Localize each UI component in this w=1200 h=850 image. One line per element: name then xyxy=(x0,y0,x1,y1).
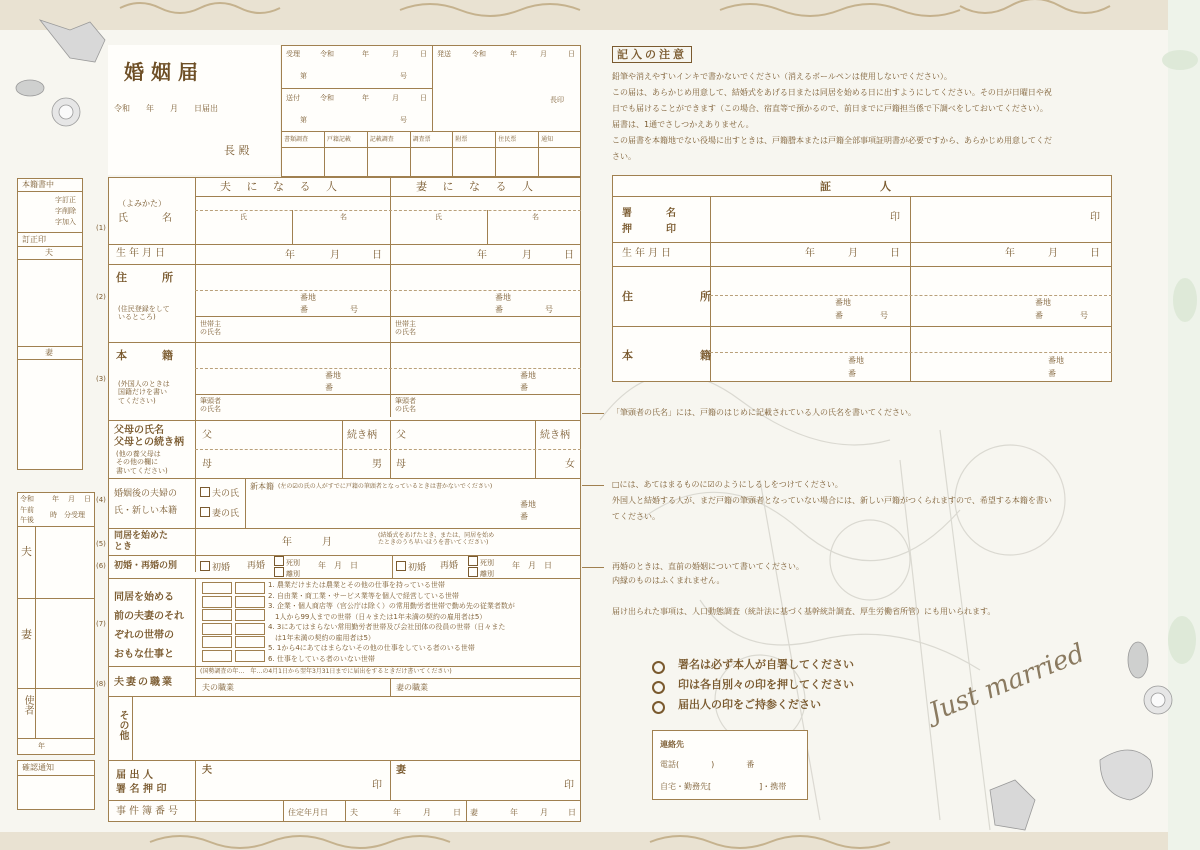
soufu-nen: 年 xyxy=(362,94,369,102)
note-line-2: 日でも届けることができます（この場合、宿直等で預かるので、前日までに戸籍担当係で下調べをしておいてください）。 xyxy=(612,104,1048,113)
tsuma-shokon-option[interactable]: 初婚 xyxy=(396,561,426,574)
tsuma-jo: 女 xyxy=(565,459,575,470)
reminder-bullet-icon xyxy=(652,661,665,674)
tsuma-honseki-banchi: 番地 xyxy=(520,371,536,380)
witness1-juusho-ban: 番 xyxy=(835,311,843,320)
juri-label: 受理 xyxy=(286,50,300,58)
witness-shomei-label: 署 名 押 印 xyxy=(622,208,688,235)
tsuma-shokugyou-label: 妻の職業 xyxy=(396,683,428,692)
soufu-hi: 日 xyxy=(420,94,427,102)
n1-label: (1) xyxy=(96,224,106,232)
juutei-tsuma-tsuki: 月 xyxy=(540,808,548,817)
reminder-bullet-icon xyxy=(652,701,665,714)
tsuma-shigoto-checkbox-6[interactable] xyxy=(235,650,265,662)
juri-hi: 日 xyxy=(420,50,427,58)
tsuma-no-shi-option[interactable]: 妻の氏 xyxy=(200,507,239,520)
witness1-nen: 年 xyxy=(805,248,815,259)
office-use-strip-bottom xyxy=(17,492,95,755)
juutei-label: 住定年月日 xyxy=(288,808,328,817)
honseki-note: (外国人のときは 国籍だけを書い てください) xyxy=(118,380,170,405)
yomikata-label: （よみかた） xyxy=(118,199,166,208)
juutei-otto-tsuki: 月 xyxy=(423,808,431,817)
reception-col-2: 記載調査 xyxy=(369,136,394,143)
otto-saikon-label: 再婚 xyxy=(247,561,266,571)
otto-shigoto-checkbox-5[interactable] xyxy=(202,636,232,648)
todokede-tsuma-in: 印 xyxy=(564,780,574,791)
witness2-nen: 年 xyxy=(1005,248,1015,259)
tsuma-birth-nen: 年 xyxy=(477,250,487,261)
tsuma-rikon-option[interactable]: 離別 xyxy=(468,567,494,578)
witness-honseki-label: 本 籍 xyxy=(622,349,739,362)
tsuma-hittousha: 筆頭者 の氏名 xyxy=(395,397,416,414)
reminder-text-1: 印は各自別々の印を押してください xyxy=(678,678,854,691)
tsuma-shibetsu-option[interactable]: 死別 xyxy=(468,556,494,567)
juri-tsuki: 月 xyxy=(392,50,399,58)
witness2-juusho-ban: 番 xyxy=(1035,311,1043,320)
otto-juusho-ban: 番 xyxy=(300,305,308,314)
shigoto-option-4: 4. 3にあてはまらない常用勤労者世帯及び会社団体の役員の世帯（日々また xyxy=(268,623,506,631)
ji-saku-label: 字削除 xyxy=(55,207,76,215)
hassou-hi: 日 xyxy=(568,50,575,58)
tsuma-setainushi: 世帯主 の氏名 xyxy=(395,320,416,337)
strip-hi: 日 xyxy=(84,495,91,503)
witness2-honseki-banchi: 番地 xyxy=(1048,356,1064,365)
ji-tei-label: 字訂正 xyxy=(55,196,76,204)
shigoto-option-0: 1. 農業だけまたは農業とその他の仕事を持っている世帯 xyxy=(268,581,445,589)
witness1-juusho-banchi: 番地 xyxy=(835,298,851,307)
otto-shigoto-checkbox-4[interactable] xyxy=(202,623,232,635)
otto-shigoto-checkbox-2[interactable] xyxy=(202,596,232,608)
shigoto-option-1: 2. 自由業・商工業・サービス業等を個人で経営している世帯 xyxy=(268,591,459,600)
witness1-hi: 日 xyxy=(890,248,900,259)
todokede-otto-in: 印 xyxy=(372,780,382,791)
n5-label: (5) xyxy=(96,540,106,548)
otto-zokugara: 続き柄 xyxy=(347,430,377,441)
juri-dai: 第 xyxy=(300,72,307,80)
tsuma-shigoto-checkbox-5[interactable] xyxy=(235,636,265,648)
kokusei-note: (国勢調査の年… 年…の4月1日から翌年3月31日までに届出をするときだけ書いてください) xyxy=(200,668,452,675)
tsuma-chichi: 父 xyxy=(396,430,406,441)
juutei-otto: 夫 xyxy=(350,808,358,817)
otto-nan: 男 xyxy=(372,459,382,470)
otto-shigoto-checkbox-3[interactable] xyxy=(202,609,232,621)
strip-tsuma2: 妻 xyxy=(21,628,32,641)
sonota-label: その他 xyxy=(117,710,128,740)
tsuma-shigoto-checkbox-1[interactable] xyxy=(235,582,265,594)
note-line-1: この届は、あらかじめ用意して、結婚式をあげる日または同居を始める日に出すようにしてください。その日が日曜日や祝 xyxy=(612,88,1052,97)
witness1-honseki-banchi: 番地 xyxy=(848,356,864,365)
witness2-juusho-gou: 号 xyxy=(1080,311,1088,320)
strip-nengappi: 年 xyxy=(38,742,45,750)
reception-col-1: 戸籍記載 xyxy=(326,136,351,143)
otto-haha: 母 xyxy=(202,459,212,470)
strip-gozen: 午前 xyxy=(20,506,34,514)
otto-shibetsu-option[interactable]: 死別 xyxy=(274,556,300,567)
n6-label: (6) xyxy=(96,562,106,570)
soufu-dai: 第 xyxy=(300,116,307,124)
tsuma-shigoto-checkbox-2[interactable] xyxy=(235,596,265,608)
tsuma-haha: 母 xyxy=(396,459,406,470)
tsuma-shi-label: 氏 xyxy=(435,213,442,221)
juri-gou: 号 xyxy=(400,72,407,80)
note-line-3: 届書は、1通でさしつかえありません。 xyxy=(612,120,754,129)
chouden-label: 長 殿 xyxy=(224,144,250,157)
todokede-otto: 夫 xyxy=(202,765,212,776)
side-note-hittousha: 「筆頭者の氏名」には、戸籍のはじめに記載されている人の氏名を書いてください。 xyxy=(612,408,916,417)
tsuma-shigoto-checkbox-4[interactable] xyxy=(235,623,265,635)
witness1-honseki-ban: 番 xyxy=(848,369,856,378)
shin-honseki-banchi: 番地 xyxy=(520,500,536,509)
otto-rikon-option[interactable]: 離別 xyxy=(274,567,300,578)
strip-ji: 時 xyxy=(50,511,57,519)
page-title: 婚 姻 届 xyxy=(124,60,198,84)
juutei-tsuma: 妻 xyxy=(470,808,478,817)
n3-label: (3) xyxy=(96,375,106,383)
juutei-tsuma-nen: 年 xyxy=(510,808,518,817)
just-married-script: Just married xyxy=(925,638,1089,728)
juri-reiwa: 令和 xyxy=(320,50,334,58)
contact-tel: 電話( ) 番 xyxy=(660,760,755,769)
n4-label: (4) xyxy=(96,496,106,504)
reminder-text-0: 署名は必ず本人が自署してください xyxy=(678,658,854,671)
tsuma-birth-hi: 日 xyxy=(564,250,574,261)
chouin-label: 長印 xyxy=(550,96,564,104)
otto-shigoto-checkbox-1[interactable] xyxy=(202,582,232,594)
doukyo-label: 同居を始めた とき xyxy=(114,531,169,552)
side-note-check1: □には、あてはまるものに☑のようにしるしをつけてください。 xyxy=(612,480,843,489)
shigoto-option-5: は1年未満の契約の雇用者は5） xyxy=(268,633,375,642)
juutei-tsuma-hi: 日 xyxy=(568,808,576,817)
hassou-nen: 年 xyxy=(510,50,517,58)
otto-chichi: 父 xyxy=(202,430,212,441)
otto-shi-label: 氏 xyxy=(240,213,247,221)
reception-col-0: 書類調査 xyxy=(284,136,309,143)
witness1-in: 印 xyxy=(890,212,900,223)
hassou-reiwa: 令和 xyxy=(472,50,486,58)
doukyo-nengetsu: 年 月 xyxy=(282,537,332,548)
notes-heading: 記入の注意 xyxy=(612,46,692,63)
doukyo-note: (結婚式をあげたとき、または、同居を始め たときのうち早いほうを書いてください) xyxy=(378,532,495,547)
shokugyou-label: 夫妻の職業 xyxy=(114,677,174,688)
witness2-juusho-banchi: 番地 xyxy=(1035,298,1051,307)
shokon-saikon-label: 初婚・再婚の別 xyxy=(114,561,178,571)
jiken-bangou-label: 事件簿番号 xyxy=(116,806,181,817)
n2-label: (2) xyxy=(96,293,106,301)
reception-box xyxy=(281,45,581,177)
shigoto-option-3: 1人から99人までの世帯（日々または1年未満の契約の雇用者は5） xyxy=(268,612,487,621)
otto-juusho-banchi: 番地 xyxy=(300,293,316,302)
otto-honseki-banchi: 番地 xyxy=(325,371,341,380)
tsuma-juusho-banchi: 番地 xyxy=(495,293,511,302)
strip-tsuki: 月 xyxy=(68,495,75,503)
fubo-note: (他の養父母は その他の欄に 書いてください) xyxy=(116,450,168,475)
shin-honseki-note: (左の☑の氏の人がすでに戸籍の筆頭者となっているときは書かないでください) xyxy=(278,483,493,490)
strip-reiwa: 令和 xyxy=(20,495,34,503)
tsuma-saikon-date: 年 月 日 xyxy=(512,561,552,570)
witness2-in: 印 xyxy=(1090,212,1100,223)
tsuma-birth-tsuki: 月 xyxy=(522,250,532,261)
juusho-label: 住 所 xyxy=(116,271,185,284)
witness2-tsuki: 月 xyxy=(1048,248,1058,259)
shigoto-label: 同居を始める 前の夫妻のそれ ぞれの世帯の おもな仕事と xyxy=(114,592,184,660)
otto-shokon-option[interactable]: 初婚 xyxy=(200,561,230,574)
tsuma-saikon-label: 再婚 xyxy=(440,561,459,571)
side-note-saikon1: 再婚のときは、直前の婚姻について書いてください。 xyxy=(612,562,804,571)
otto-no-shi-option[interactable]: 夫の氏 xyxy=(200,487,239,500)
tsuma-zokugara: 続き柄 xyxy=(540,430,570,441)
n7-label: (7) xyxy=(96,620,106,628)
otto-honseki-ban: 番 xyxy=(325,383,333,392)
otto-birth-tsuki: 月 xyxy=(330,250,340,261)
otto-mei-label: 名 xyxy=(340,213,347,221)
shigoto-option-7: 6. 仕事をしている者のいない世帯 xyxy=(268,654,375,663)
soufu-tsuki: 月 xyxy=(392,94,399,102)
tsuma-juusho-ban: 番 xyxy=(495,305,503,314)
tsuma-mei-label: 名 xyxy=(532,213,539,221)
juusho-note: (住民登録をして いるところ) xyxy=(118,305,170,322)
reminder-bullet-icon xyxy=(652,681,665,694)
todokede-tsuma: 妻 xyxy=(396,765,406,776)
n8-label: (8) xyxy=(96,680,106,688)
soufu-gou: 号 xyxy=(400,116,407,124)
side-note-check3: てください。 xyxy=(612,512,660,521)
side-note-check2: 外国人と結婚する人が、まだ戸籍の筆頭者となっていない場合には、新しい戸籍がつくられますので、希望する本籍を書い xyxy=(612,496,1052,505)
otto-setainushi: 世帯主 の氏名 xyxy=(200,320,221,337)
todokede-label: 届 出 人 署 名 押 印 xyxy=(116,770,167,795)
contact-work: 自宅・勤務先[ ]・携帯 xyxy=(660,782,787,791)
otto-column-header: 夫 に な る 人 xyxy=(220,180,343,193)
otto-saikon-date: 年 月 日 xyxy=(318,561,358,570)
shigoto-option-6: 5. 1から4にあてはまらないその他の仕事をしている者のいる世帯 xyxy=(268,644,475,652)
contact-heading: 連絡先 xyxy=(660,740,684,749)
shin-honseki-ban: 番 xyxy=(520,512,528,521)
side-note-jinkou: 届け出られた事項は、人口動態調査（統計法に基づく基幹統計調査、厚生労働省所管）にも用いられます。 xyxy=(612,607,996,616)
reminder-text-2: 届出人の印をご持参ください xyxy=(678,698,821,711)
witness1-juusho-gou: 号 xyxy=(880,311,888,320)
juutei-otto-hi: 日 xyxy=(453,808,461,817)
tsuma-column-header: 妻 に な る 人 xyxy=(416,180,539,193)
tsuma-juusho-gou: 号 xyxy=(545,305,553,314)
shigoto-option-2: 3. 企業・個人商店等（官公庁は除く）の常用勤労者世帯で勤め先の従業者数が xyxy=(268,602,515,610)
note-line-5: さい。 xyxy=(612,152,636,161)
seinengappi-label: 生年月日 xyxy=(116,248,168,259)
fuufu-shi-label: 婚姻後の夫婦の 氏・新しい本籍 xyxy=(114,489,178,517)
kakunin-label: 確認通知 xyxy=(22,763,54,772)
teisei-in-label: 訂正印 xyxy=(22,235,46,244)
strip-shisha: 使者 xyxy=(22,695,33,715)
shin-honseki-label: 新本籍 xyxy=(250,482,274,491)
otto-juusho-gou: 号 xyxy=(350,305,358,314)
soufu-label: 送付 xyxy=(286,94,300,102)
strip-bun: 分受理 xyxy=(64,511,85,519)
fubo-label: 父母の氏名 父母との続き柄 xyxy=(114,425,184,448)
reception-col-4: 附票 xyxy=(455,136,468,143)
witness-seinen-label: 生年月日 xyxy=(622,248,674,259)
reception-col-5: 住民票 xyxy=(498,136,517,143)
strip-nen: 年 xyxy=(52,495,59,503)
witness2-honseki-ban: 番 xyxy=(1048,369,1056,378)
otto-shigoto-checkbox-6[interactable] xyxy=(202,650,232,662)
honseki-shosho-label: 本籍書中 xyxy=(22,180,54,189)
witness2-hi: 日 xyxy=(1090,248,1100,259)
strip-tsuma-label: 妻 xyxy=(45,348,53,357)
side-note-saikon2: 内縁のものはふくまれません。 xyxy=(612,576,725,585)
strip-gogo: 午後 xyxy=(20,516,34,524)
hassou-tsuki: 月 xyxy=(540,50,547,58)
otto-hittousha: 筆頭者 の氏名 xyxy=(200,397,221,414)
note-line-0: 鉛筆や消えやすいインキで書かないでください（消えるボールペンは使用しないでください）。 xyxy=(612,72,952,81)
note-line-4: この届書を本籍地でない役場に出すときは、戸籍謄本または戸籍全部事項証明書が必要ですから、あらかじめ用意してくだ xyxy=(612,136,1052,145)
soufu-reiwa: 令和 xyxy=(320,94,334,102)
strip-fu: 夫 xyxy=(21,545,32,558)
reception-col-6: 通知 xyxy=(541,136,554,143)
reiwa-todokede-line: 令和 年 月 日届出 xyxy=(114,104,218,113)
juri-nen: 年 xyxy=(362,50,369,58)
ji-ka-label: 字加入 xyxy=(55,218,76,226)
honseki-label: 本 籍 xyxy=(116,349,185,362)
reception-col-3: 調査票 xyxy=(412,136,431,143)
juutei-otto-nen: 年 xyxy=(393,808,401,817)
witness1-tsuki: 月 xyxy=(848,248,858,259)
shimei-label: 氏 名 xyxy=(118,213,184,224)
tsuma-honseki-ban: 番 xyxy=(520,383,528,392)
witness-juusho-label: 住 所 xyxy=(622,290,739,303)
strip-otto-label: 夫 xyxy=(45,248,53,257)
otto-shokugyou-label: 夫の職業 xyxy=(202,683,234,692)
otto-birth-nen: 年 xyxy=(285,250,295,261)
tsuma-shigoto-checkbox-3[interactable] xyxy=(235,609,265,621)
hassou-label: 発送 xyxy=(437,50,451,58)
otto-birth-hi: 日 xyxy=(372,250,382,261)
witness-heading: 証 人 xyxy=(820,180,895,193)
